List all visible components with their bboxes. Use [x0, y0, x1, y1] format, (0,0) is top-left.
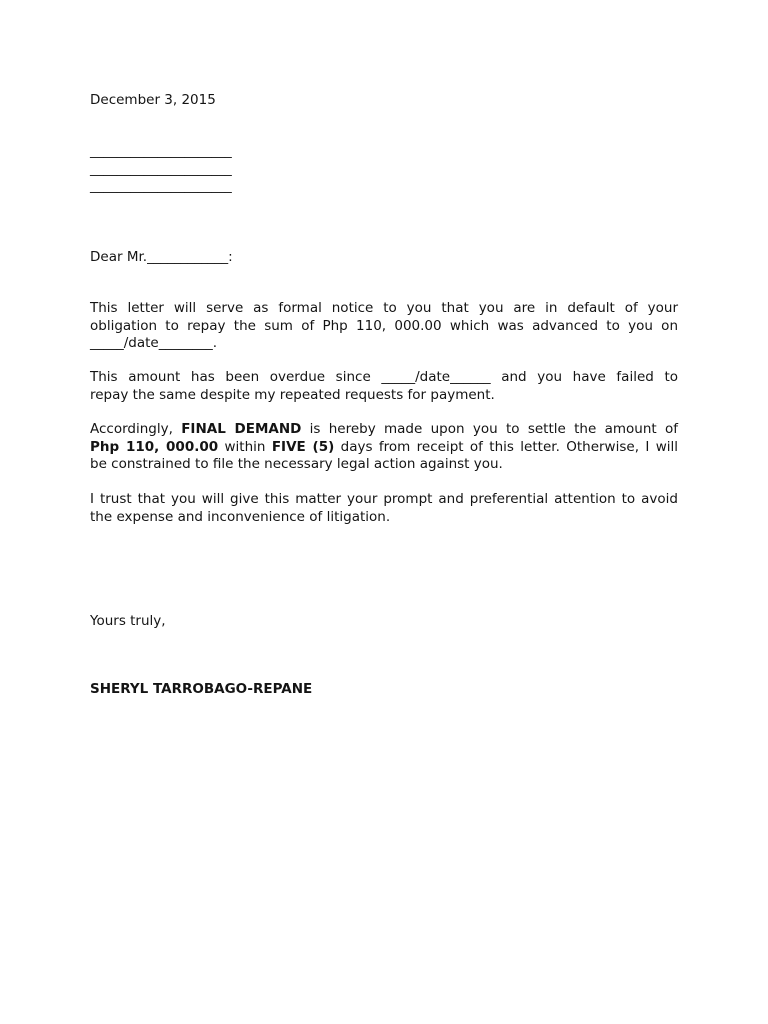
final-demand-emphasis: FINAL DEMAND — [181, 421, 302, 437]
body-paragraph-4 — [90, 491, 678, 526]
deadline-emphasis: FIVE (5) — [271, 438, 335, 455]
paragraph-line — [90, 456, 678, 474]
paragraph-line: I trust that you will give this matter your prompt and preferential attention to avoid — [90, 491, 678, 507]
paragraph-line: This letter will serve as formal notice to you that you are in default of your — [90, 300, 678, 316]
paragraph-text: within — [218, 438, 272, 455]
body-paragraph-1 — [90, 300, 678, 353]
paragraph-line: _____/date________. — [90, 335, 218, 352]
paragraph-text: be constrained to file the necessary legal action against you. — [90, 456, 503, 473]
closing: Yours truly, — [90, 613, 166, 629]
paragraph-text: Accordingly, — [90, 421, 182, 437]
recipient-address-line: _____________________ — [90, 178, 232, 195]
paragraph-text: is hereby made upon you to settle the amount of — [301, 421, 678, 437]
signatory-name: SHERYL TARROBAGO-REPANE — [90, 681, 313, 697]
amount-emphasis: Php 110, 000.00 — [90, 438, 219, 455]
paragraph-line — [90, 439, 678, 457]
body-paragraph-3 — [90, 421, 678, 474]
recipient-address-block — [90, 143, 678, 196]
paragraph-text: days from receipt of this letter. Otherwise, I will — [334, 438, 678, 455]
paragraph-line: obligation to repay the sum of Php 110, 000.00 which was advanced to you on — [90, 317, 678, 334]
salutation: Dear Mr.____________: — [90, 249, 233, 265]
recipient-address-line: _____________________ — [90, 143, 232, 159]
paragraph-line — [90, 421, 678, 439]
letter-date: December 3, 2015 — [90, 92, 216, 108]
paragraph-line: repay the same despite my repeated requests for payment. — [90, 386, 495, 403]
body-paragraph-2 — [90, 369, 678, 404]
paragraph-line: This amount has been overdue since _____/date______ and you have failed to — [90, 369, 678, 385]
recipient-address-line: _____________________ — [90, 160, 232, 177]
paragraph-line: the expense and inconvenience of litigation. — [90, 508, 391, 525]
